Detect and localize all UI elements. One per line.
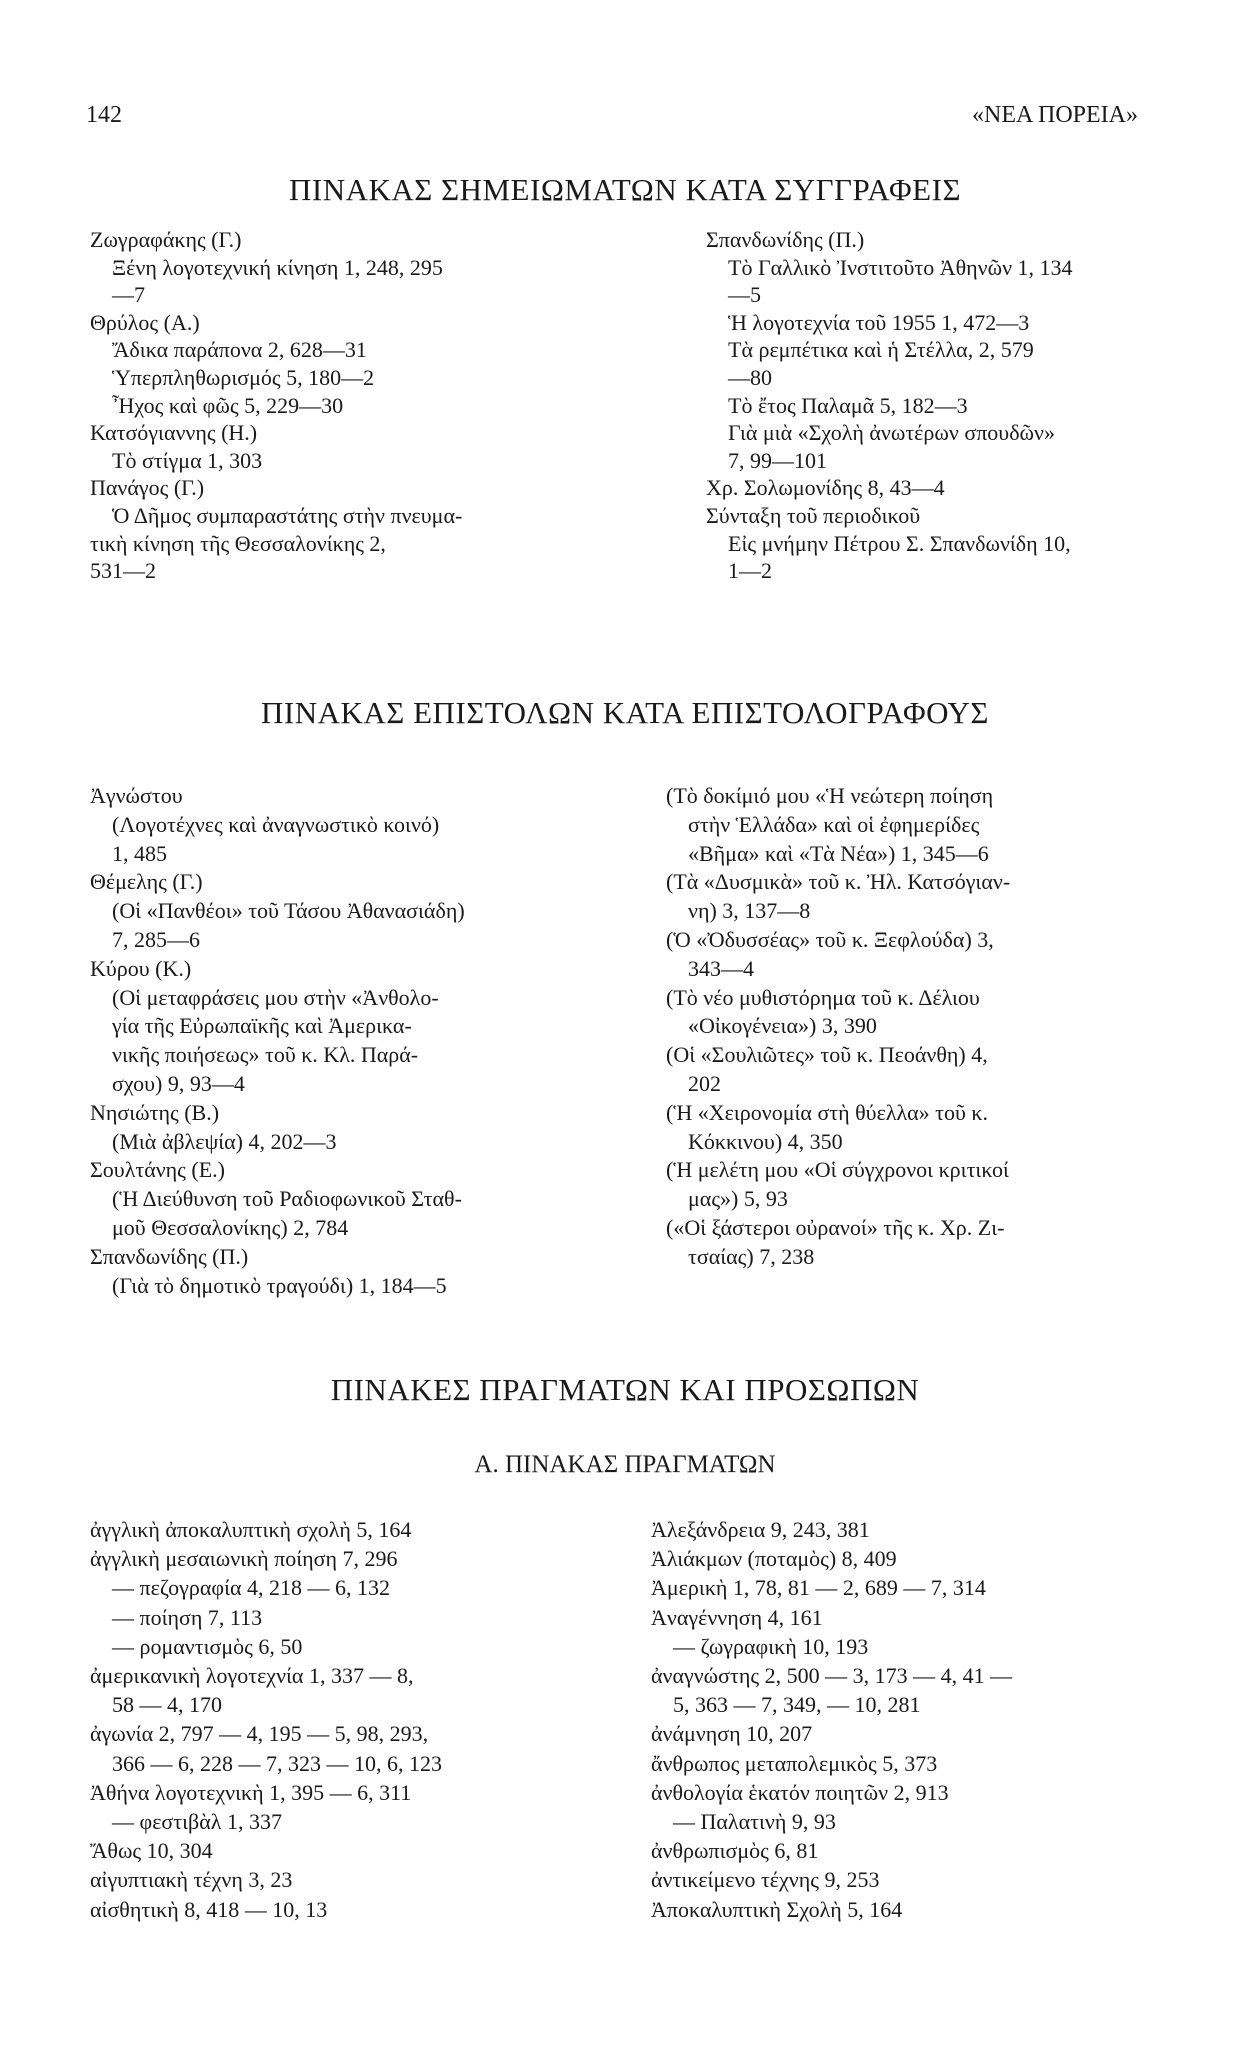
letters-left-column [90,782,610,1300]
index-line: 1—2 [728,558,772,584]
index-line: σχου) 9, 93—4 [112,1070,245,1096]
index-line: (Τὸ νέο μυθιστόρημα τοῦ κ. Δέλιου [666,984,980,1010]
index-line: αἰγυπτιακὴ τέχνη 3, 23 [90,1867,293,1893]
index-line: Ὑπερπληθωρισμός 5, 180—2 [112,364,375,390]
index-line: ἀναγνώστης 2, 500 — 3, 173 — 4, 41 — [651,1663,1013,1689]
page-number: 142 [86,102,122,128]
index-line: — ποίηση 7, 113 [112,1604,263,1630]
index-line: Σύνταξη τοῦ περιοδικοῦ [706,502,921,528]
index-line: Κόκκινου) 4, 350 [688,1128,843,1154]
index-line: (Ἡ Διεύθυνση τοῦ Ραδιοφωνικοῦ Σταθ- [112,1186,462,1212]
index-line: Χρ. Σολωμονίδης 8, 43—4 [706,475,945,501]
index-line: ἀμερικανικὴ λογοτεχνία 1, 337 — 8, [90,1663,414,1689]
index-line: (Γιὰ τὸ δημοτικὸ τραγούδι) 1, 184—5 [112,1272,447,1298]
index-line: Ἡ λογοτεχνία τοῦ 1955 1, 472—3 [728,309,1030,335]
index-line: 366 — 6, 228 — 7, 323 — 10, 6, 123 [112,1750,442,1776]
index-line: — πεζογραφία 4, 218 — 6, 132 [112,1575,391,1601]
index-line: Σπανδωνίδης (Π.) [90,1243,249,1269]
index-line: «Βῆμα» καὶ «Τὰ Νέα») 1, 345—6 [688,840,989,866]
index-line: (Οἱ μεταφράσεις μου στὴν «Ἀνθολο- [112,984,439,1010]
index-line: 343—4 [688,955,754,981]
index-line: Πανάγος (Γ.) [90,475,205,501]
index-line: (Τὸ δοκίμιό μου «Ἡ νεώτερη ποίηση [666,783,994,808]
index-line: Τὸ Γαλλικὸ Ἰνστιτοῦτο Ἀθηνῶν 1, 134 [728,254,1073,280]
index-line: Νησιώτης (Β.) [90,1099,220,1125]
index-line: Γιὰ μιὰ «Σχολὴ ἀνωτέρων σπουδῶν» [728,420,1055,446]
index-line: Ἀλεξάνδρεια 9, 243, 381 [651,1517,870,1542]
index-line: —80 [728,364,772,390]
section-subtitle-subjects: Α. ΠΙΝΑΚΑΣ ΠΡΑΓΜΑΤΩΝ [474,1451,776,1478]
index-line: ἀνθρωπισμὸς 6, 81 [651,1838,819,1864]
index-line: ἄνθρωπος μεταπολεμικὸς 5, 373 [651,1750,938,1776]
index-line: 202 [688,1070,721,1096]
index-line: ἀγωνία 2, 797 — 4, 195 — 5, 98, 293, [90,1721,429,1747]
index-line: αἰσθητικὴ 8, 418 — 10, 13 [90,1896,328,1922]
index-line: 1, 485 [112,840,167,866]
index-line: (Ἡ μελέτη μου «Οἱ σύγχρονοι κριτικοί [666,1157,1009,1183]
index-line: Τὸ ἔτος Παλαμᾶ 5, 182—3 [728,392,968,418]
index-line: ἀνάμνηση 10, 207 [651,1721,813,1747]
index-line: 531—2 [90,558,156,584]
index-line: Ἀμερικὴ 1, 78, 81 — 2, 689 — 7, 314 [651,1575,986,1601]
subjects-left-column [90,1515,630,1924]
index-line: — Παλατινὴ 9, 93 [673,1809,836,1835]
index-line: Ἄθως 10, 304 [90,1838,213,1864]
index-line: μοῦ Θεσσαλονίκης) 2, 784 [112,1214,349,1240]
index-line: —5 [728,282,761,308]
index-line: ἀνθολογία ἑκατόν ποιητῶν 2, 913 [651,1779,949,1805]
index-line: στὴν Ἑλλάδα» καὶ οἱ ἐφημερίδες [688,811,980,837]
index-line: (Ἡ «Χειρονομία στὴ θύελλα» τοῦ κ. [666,1099,988,1125]
index-line: 58 — 4, 170 [112,1692,222,1718]
index-line: 7, 285—6 [112,926,200,952]
index-line: Θέμελης (Γ.) [90,869,203,895]
index-line: (Μιὰ ἀβλεψία) 4, 202—3 [112,1128,337,1154]
index-line: — φεστιβὰλ 1, 337 [112,1809,282,1835]
index-line: νη) 3, 137—8 [688,898,811,924]
index-line: Ἦχος καὶ φῶς 5, 229—30 [112,392,344,418]
index-line: Σουλτάνης (Ε.) [90,1157,225,1183]
index-line: 7, 99—101 [728,447,827,473]
journal-title: «ΝΕΑ ΠΟΡΕΙΑ» [972,102,1138,128]
index-line: τσαίας) 7, 238 [688,1243,815,1269]
index-line: Ζωγραφάκης (Γ.) [90,227,242,252]
index-line: Ἀλιάκμων (ποταμὸς) 8, 409 [651,1546,897,1572]
index-line: Κύρου (Κ.) [90,955,192,981]
page-header [86,102,1138,142]
index-line: (Ὁ «Ὀδυσσέας» τοῦ κ. Ξεφλούδα) 3, [666,926,994,952]
index-line: —7 [112,282,145,308]
index-line: ἀγγλικὴ ἀποκαλυπτικὴ σχολὴ 5, 164 [90,1517,412,1542]
index-line: Τὰ ρεμπέτικα καὶ ἡ Στέλλα, 2, 579 [728,337,1034,363]
authors-notes-left-column [90,226,600,585]
section-title-subjects-persons: ΠΙΝΑΚΕΣ ΠΡΑΓΜΑΤΩΝ ΚΑΙ ΠΡΟΣΩΠΩΝ [330,1372,920,1407]
index-line: τικὴ κίνηση τῆς Θεσσαλονίκης 2, [90,530,386,556]
index-line: Θρύλος (Α.) [90,309,200,335]
index-line: — ρομαντισμὸς 6, 50 [112,1633,303,1659]
index-line: Ἀθήνα λογοτεχνικὴ 1, 395 — 6, 311 [90,1779,412,1805]
index-line: Κατσόγιαννης (Η.) [90,420,258,446]
index-line: «Οἰκογένεια») 3, 390 [688,1013,877,1039]
index-line: ἀγγλικὴ μεσαιωνικὴ ποίηση 7, 296 [90,1546,398,1572]
index-line: Σπανδωνίδης (Π.) [706,227,865,252]
index-line: ἀντικείμενο τέχνης 9, 253 [651,1867,880,1893]
authors-notes-right-column [706,226,1176,585]
section-title-authors-notes: ΠΙΝΑΚΑΣ ΣΗΜΕΙΩΜΑΤΩΝ ΚΑΤΑ ΣΥΓΓΡΑΦΕΙΣ [289,172,961,207]
index-line: Ὁ Δῆμος συμπαραστάτης στὴν πνευμα- [112,502,463,528]
index-line: («Οἱ ξάστεροι οὐρανοί» τῆς κ. Χρ. Ζι- [666,1214,1005,1240]
index-line: (Οἱ «Σουλιῶτες» τοῦ κ. Πεοάνθη) 4, [666,1042,988,1068]
index-line: Τὸ στίγμα 1, 303 [112,447,263,473]
index-line: Ξένη λογοτεχνική κίνηση 1, 248, 295 [112,254,443,280]
index-line: νικῆς ποιήσεως» τοῦ κ. Κλ. Παρά- [112,1042,419,1068]
index-line: (Λογοτέχνες καὶ ἀναγνωστικὸ κοινό) [112,811,440,837]
index-line: Ἄδικα παράπονα 2, 628—31 [112,337,367,363]
index-line: γία τῆς Εὐρωπαϊκῆς καὶ Ἀμερικα- [112,1013,412,1039]
index-line: (Οἱ «Πανθέοι» τοῦ Τάσου Ἀθανασιάδη) [112,898,465,924]
subjects-right-column [651,1515,1191,1924]
letters-right-column [666,782,1186,1272]
index-line: Εἰς μνήμην Πέτρου Σ. Σπανδωνίδη 10, [728,530,1071,556]
index-line: — ζωγραφικὴ 10, 193 [673,1633,869,1659]
index-line: Ἀγνώστου [90,783,183,808]
section-title-letters: ΠΙΝΑΚΑΣ ΕΠΙΣΤΟΛΩΝ ΚΑΤΑ ΕΠΙΣΤΟΛΟΓΡΑΦΟΥΣ [261,695,989,730]
index-line: Ἀποκαλυπτικὴ Σχολὴ 5, 164 [651,1896,903,1922]
index-line: (Τὰ «Δυσμικὰ» τοῦ κ. Ἠλ. Κατσόγιαν- [666,869,1011,895]
index-line: μας») 5, 93 [688,1186,788,1212]
index-line: 5, 363 — 7, 349, — 10, 281 [673,1692,921,1718]
index-line: Ἀναγέννηση 4, 161 [651,1604,823,1630]
